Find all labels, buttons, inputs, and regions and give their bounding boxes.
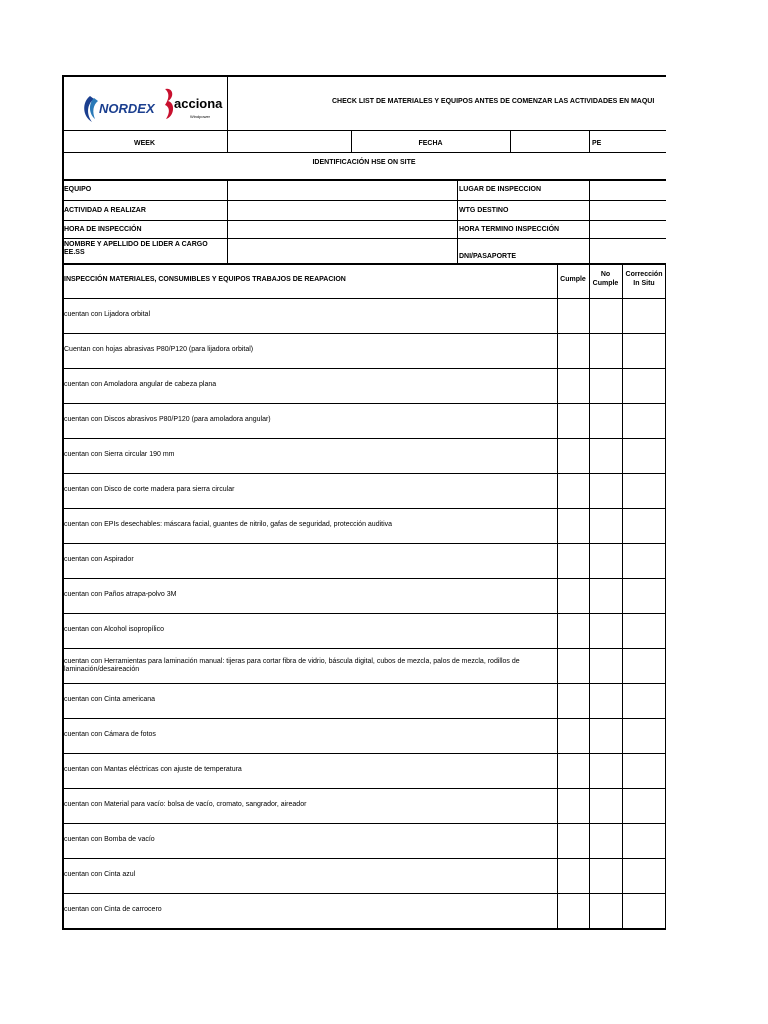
hora-termino-label: HORA TERMINO INSPECCIÓN: [459, 226, 560, 233]
actividad-label: ACTIVIDAD A REALIZAR: [64, 207, 146, 214]
cumple-cell[interactable]: [558, 474, 589, 508]
wtg-destino-label: WTG DESTINO: [459, 207, 509, 214]
nordex-logo: [84, 92, 154, 124]
correccion-cell[interactable]: [623, 684, 665, 718]
no-cumple-cell[interactable]: [590, 789, 622, 823]
logo-divider: [227, 75, 228, 130]
cumple-cell[interactable]: [558, 544, 589, 578]
checklist-item: cuentan con Material para vacío: bolsa de vacío, cromato, sangrador, aireador: [64, 801, 307, 808]
no-cumple-cell[interactable]: [590, 824, 622, 858]
cumple-cell[interactable]: [558, 509, 589, 543]
svg-text:Windpower: Windpower: [190, 114, 211, 119]
correccion-cell[interactable]: [623, 754, 665, 788]
cumple-cell[interactable]: [558, 299, 589, 333]
checklist-item: cuentan con Cinta americana: [64, 696, 156, 703]
dni-label: DNI/PASAPORTE: [459, 253, 517, 260]
checklist-item: cuentan con Cinta azul: [64, 871, 136, 878]
cumple-cell[interactable]: [558, 824, 589, 858]
no-cumple-cell[interactable]: [590, 544, 622, 578]
no-cumple-cell[interactable]: [590, 299, 622, 333]
cumple-cell[interactable]: [558, 859, 589, 893]
col-no-cumple-1: No: [600, 271, 611, 278]
no-cumple-cell[interactable]: [590, 439, 622, 473]
grid-line: [62, 200, 666, 201]
acciona-logo: [162, 85, 223, 127]
equipo-label: EQUIPO: [64, 186, 92, 193]
grid-line: [227, 130, 228, 152]
checklist-item: Cuentan con hojas abrasivas P80/P120 (para lijadora orbital): [64, 346, 254, 353]
correccion-cell[interactable]: [623, 789, 665, 823]
cumple-cell[interactable]: [558, 789, 589, 823]
col-cumple: Cumple: [560, 276, 586, 283]
correccion-cell[interactable]: [623, 404, 665, 438]
checklist-item: cuentan con Mantas eléctricas con ajuste de temperatura: [64, 766, 242, 773]
correccion-cell[interactable]: [623, 369, 665, 403]
cumple-cell[interactable]: [558, 404, 589, 438]
checklist-item: cuentan con Cinta de carrocero: [64, 906, 162, 913]
nombre-lider-label: NOMBRE Y APELLIDO DE LIDER A CARGO EE.SS: [64, 241, 208, 256]
lugar-inspeccion-label: LUGAR DE INSPECCION: [459, 186, 542, 193]
grid-line: [457, 180, 458, 264]
grid-line: [589, 180, 590, 264]
checklist-item: cuentan con Bomba de vacío: [64, 836, 155, 843]
no-cumple-cell[interactable]: [590, 369, 622, 403]
checklist-heading: INSPECCIÓN MATERIALES, CONSUMIBLES Y EQUIPOS TRABAJOS DE REAPACION: [64, 276, 346, 283]
correccion-cell[interactable]: [623, 859, 665, 893]
no-cumple-cell[interactable]: [590, 684, 622, 718]
col-correccion-2: In Situ: [633, 280, 655, 287]
grid-line: [62, 220, 666, 221]
correccion-cell[interactable]: [623, 614, 665, 648]
checklist-sheet: [62, 75, 666, 928]
cumple-cell[interactable]: [558, 719, 589, 753]
cumple-cell[interactable]: [558, 334, 589, 368]
page-title: CHECK LIST DE MATERIALES Y EQUIPOS ANTES DE COMENZAR LAS ACTIVIDADES EN MAQUI: [332, 98, 655, 105]
section-title: IDENTIFICACIÓN HSE ON SITE: [312, 159, 416, 166]
no-cumple-cell[interactable]: [590, 579, 622, 613]
checklist-item: cuentan con Lijadora orbital: [64, 311, 151, 318]
grid-line: [665, 263, 666, 928]
cumple-cell[interactable]: [558, 649, 589, 683]
correccion-cell[interactable]: [623, 824, 665, 858]
cumple-cell[interactable]: [558, 684, 589, 718]
svg-text:NORDEX: NORDEX: [99, 101, 155, 116]
cumple-cell[interactable]: [558, 369, 589, 403]
no-cumple-cell[interactable]: [590, 719, 622, 753]
checklist-item: cuentan con Cámara de fotos: [64, 731, 156, 738]
no-cumple-cell[interactable]: [590, 509, 622, 543]
checklist-item: cuentan con Disco de corte madera para sierra circular: [64, 486, 235, 493]
cumple-cell[interactable]: [558, 579, 589, 613]
correccion-cell[interactable]: [623, 334, 665, 368]
correccion-cell[interactable]: [623, 894, 665, 928]
header-bottom-line: [62, 130, 666, 131]
week-label: WEEK: [134, 140, 155, 147]
checklist-item: cuentan con Paños atrapa-polvo 3M: [64, 591, 177, 598]
correccion-cell[interactable]: [623, 509, 665, 543]
no-cumple-cell[interactable]: [590, 859, 622, 893]
fecha-label: FECHA: [418, 140, 443, 147]
checklist-item: cuentan con Aspirador: [64, 556, 134, 563]
no-cumple-cell[interactable]: [590, 754, 622, 788]
checklist-item: cuentan con Sierra circular 190 mm: [64, 451, 175, 458]
grid-line: [589, 130, 590, 152]
no-cumple-cell[interactable]: [590, 404, 622, 438]
checklist-item: cuentan con Herramientas para laminación manual: tijeras para cortar fibra de vidrio, báscula digital, cubos de mezcla, palos de mezcla, rodillos de laminación/desaireación: [64, 658, 520, 673]
grid-line: [62, 263, 666, 265]
no-cumple-cell[interactable]: [590, 334, 622, 368]
correccion-cell[interactable]: [623, 649, 665, 683]
col-no-cumple-2: Cumple: [592, 280, 619, 287]
cumple-cell[interactable]: [558, 754, 589, 788]
correccion-cell[interactable]: [623, 719, 665, 753]
col-correccion-1: Corrección: [625, 271, 663, 278]
border-top: [62, 75, 666, 77]
cumple-cell[interactable]: [558, 894, 589, 928]
correccion-cell[interactable]: [623, 544, 665, 578]
grid-line: [62, 928, 666, 930]
grid-line: [62, 152, 666, 153]
correccion-cell[interactable]: [623, 474, 665, 508]
hora-inspeccion-label: HORA DE INSPECCIÓN: [64, 226, 142, 233]
no-cumple-cell[interactable]: [590, 614, 622, 648]
grid-line: [227, 180, 228, 264]
no-cumple-cell[interactable]: [590, 894, 622, 928]
pe-label: PE: [592, 140, 602, 147]
checklist-item: cuentan con EPIs desechables: máscara facial, guantes de nitrilo, gafas de seguridad, protección auditiva: [64, 521, 393, 528]
cumple-cell[interactable]: [558, 439, 589, 473]
grid-line: [62, 179, 666, 181]
correccion-cell[interactable]: [623, 299, 665, 333]
checklist-item: cuentan con Discos abrasivos P80/P120 (para amoladora angular): [64, 416, 271, 423]
correccion-cell[interactable]: [623, 439, 665, 473]
no-cumple-cell[interactable]: [590, 474, 622, 508]
no-cumple-cell[interactable]: [590, 649, 622, 683]
checklist-item: cuentan con Alcohol isopropílico: [64, 626, 165, 633]
cumple-cell[interactable]: [558, 614, 589, 648]
checklist-item: cuentan con Amoladora angular de cabeza plana: [64, 381, 217, 388]
grid-line: [510, 130, 511, 152]
svg-text:acciona: acciona: [174, 96, 223, 111]
correccion-cell[interactable]: [623, 579, 665, 613]
grid-line: [62, 238, 666, 239]
